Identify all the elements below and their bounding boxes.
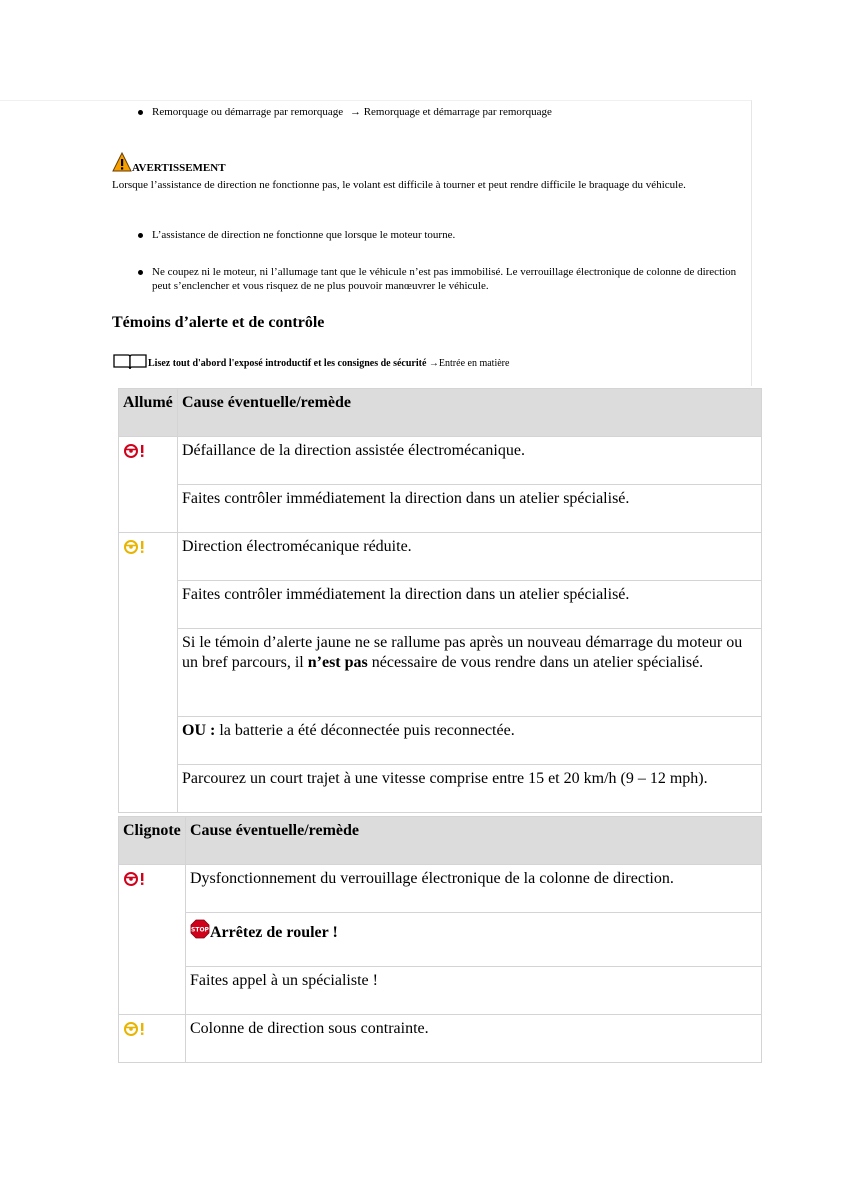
table-row	[119, 967, 762, 1015]
bullet-dot	[138, 110, 143, 115]
col-cause-header: Cause éventuelle/remède	[178, 389, 762, 437]
page-frame	[0, 100, 752, 386]
warning-triangle-icon	[112, 152, 132, 172]
towing-text: Remorquage ou démarrage par remorquage	[152, 106, 344, 118]
section-title: Témoins d’alerte et de contrôle	[112, 314, 325, 331]
towing-bullet	[138, 105, 738, 119]
cause-cell: Défaillance de la direction assistée électromécanique.	[178, 437, 762, 485]
ou-cell	[178, 717, 762, 765]
stop-driving-cell	[186, 913, 762, 967]
table-row	[119, 765, 762, 813]
warning-bullet	[138, 265, 738, 293]
ou-bold: OU :	[182, 722, 216, 739]
col-flash-header: Clignote	[119, 817, 186, 865]
steering-warning-yellow-icon	[123, 1024, 147, 1041]
cause-cell: Faites contrôler immédiatement la direction dans un atelier spécialisé.	[178, 485, 762, 533]
col-lit-header: Allumé	[119, 389, 178, 437]
ou-rest: la batterie a été déconnectée puis reconnectée.	[219, 722, 515, 739]
stop-driving-text: Arrêtez de rouler !	[210, 924, 338, 941]
steering-warning-yellow-icon	[123, 542, 147, 559]
warning-title: AVERTISSEMENT	[132, 162, 226, 174]
flash-status-table	[118, 816, 762, 1063]
steering-warning-red-icon	[123, 446, 147, 463]
warning-body: Lorsque l’assistance de direction ne fonctionne pas, le volant est difficile à tourner et peut rendre difficile le braquage du véhicule.	[112, 179, 686, 191]
bullet-dot	[138, 233, 143, 238]
cause-cell: Dysfonctionnement du verrouillage électronique de la colonne de direction.	[186, 865, 762, 913]
stop-sign-icon	[190, 919, 210, 939]
restart-note-cell	[178, 629, 762, 717]
restart-note-after: nécessaire de vous rendre dans un atelier spécialisé.	[371, 654, 704, 671]
cause-cell: Parcourez un court trajet à une vitesse comprise entre 15 et 20 km/h (9 – 12 mph).	[178, 765, 762, 813]
table-row	[119, 913, 762, 967]
red-icon-cell	[119, 437, 178, 533]
table-row	[119, 533, 762, 581]
col-cause-header: Cause éventuelle/remède	[186, 817, 762, 865]
yellow-icon-cell	[119, 533, 178, 813]
table-row	[119, 437, 762, 485]
table-header-row	[119, 817, 762, 865]
svg-text:STOP: STOP	[191, 926, 209, 934]
warning-bullet	[138, 228, 738, 242]
bullet-dot	[138, 270, 143, 275]
red-icon-cell	[119, 865, 186, 1015]
restart-note-before: Si le témoin d’alerte jaune ne se rallume pas après un nouveau démarrage du moteur ou un bref parcours, il	[182, 634, 743, 671]
warning-bullet-text: Ne coupez ni le moteur, ni l’allumage tant que le véhicule n’est pas immobilisé. Le verrouillage électronique de colonne de direction peut s’enclencher et vous risquez de ne plus pouvoir manœuvrer le véhicule.	[152, 266, 737, 292]
table-row	[119, 629, 762, 717]
table-row	[119, 717, 762, 765]
cause-cell: Faites appel à un spécialiste !	[186, 967, 762, 1015]
cause-cell: Faites contrôler immédiatement la direction dans un atelier spécialisé.	[178, 581, 762, 629]
restart-note-bold: n’est pas	[307, 654, 368, 671]
yellow-icon-cell	[119, 1015, 186, 1063]
manual-note-link[interactable]: →Entrée en matière	[428, 358, 510, 369]
warning-bullet-text: L’assistance de direction ne fonctionne que lorsque le moteur tourne.	[152, 229, 456, 241]
towing-link[interactable]: → Remorquage et démarrage par remorquage	[349, 106, 552, 118]
table-row	[119, 581, 762, 629]
table-row	[119, 1015, 762, 1063]
cause-cell: Colonne de direction sous contrainte.	[186, 1015, 762, 1063]
table-row	[119, 865, 762, 913]
manual-note-bold: Lisez tout d'abord l'exposé introductif et les consignes de sécurité	[148, 358, 427, 369]
manual-book-icon	[112, 352, 148, 373]
manual-note	[112, 352, 509, 373]
lit-status-table	[118, 388, 762, 813]
cause-cell: Direction électromécanique réduite.	[178, 533, 762, 581]
table-row	[119, 485, 762, 533]
table-header-row	[119, 389, 762, 437]
steering-warning-red-icon	[123, 874, 147, 891]
